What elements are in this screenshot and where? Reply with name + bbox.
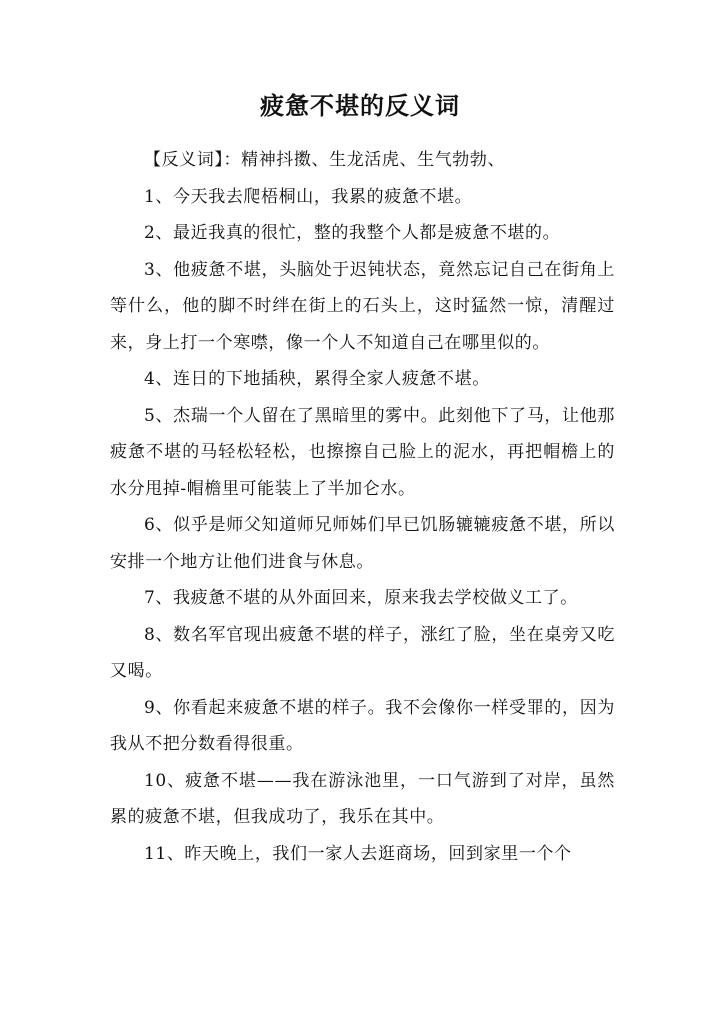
example-sentence-3: 3、他疲惫不堪，头脑处于迟钝状态，竟然忘记自己在街角上等什么，他的脚不时绊在街上的石头上，这时猛然一惊，清醒过来，身上打一个寒噤，像一个人不知道自己在哪里似的。 [110,259,615,353]
antonym-line: 【反义词】：精神抖擞、生龙活虎、生气勃勃、 [144,150,506,170]
example-sentence-10: 10、疲惫不堪——我在游泳池里，一口气游到了对岸，虽然累的疲惫不堪，但我成功了，我乐在其中。 [110,770,615,827]
example-sentence-6: 6、似乎是师父知道师兄师姊们早已饥肠辘辘疲惫不堪，所以安排一个地方让他们进食与休息。 [110,515,615,572]
example-sentence-7: 7、我疲惫不堪的从外面回来，原来我去学校做义工了。 [144,588,578,608]
example-sentence-4: 4、连日的下地插秧，累得全家人疲惫不堪。 [144,369,490,389]
example-sentence-9: 9、你看起来疲惫不堪的样子。我不会像你一样受罪的，因为我从不把分数看得很重。 [110,697,615,754]
example-sentence-8: 8、数名军官现出疲惫不堪的样子，涨红了脸，坐在桌旁又吃又喝。 [110,624,615,681]
example-sentence-11: 11、昨天晚上，我们一家人去逛商场，回到家里一个个 [144,843,572,864]
page-title: 疲惫不堪的反义词 [260,92,460,120]
example-sentence-1: 1、今天我去爬梧桐山，我累的疲惫不堪。 [144,186,473,207]
example-sentence-2: 2、最近我真的很忙，整的我整个人都是疲惫不堪的。 [144,223,561,243]
document-body [110,142,615,872]
example-sentence-5: 5、杰瑞一个人留在了黑暗里的雾中。此刻他下了马，让他那疲惫不堪的马轻松轻松，也擦擦自己脸上的泥水，再把帽檐上的水分甩掉-帽檐里可能装上了半加仑水。 [110,405,615,499]
